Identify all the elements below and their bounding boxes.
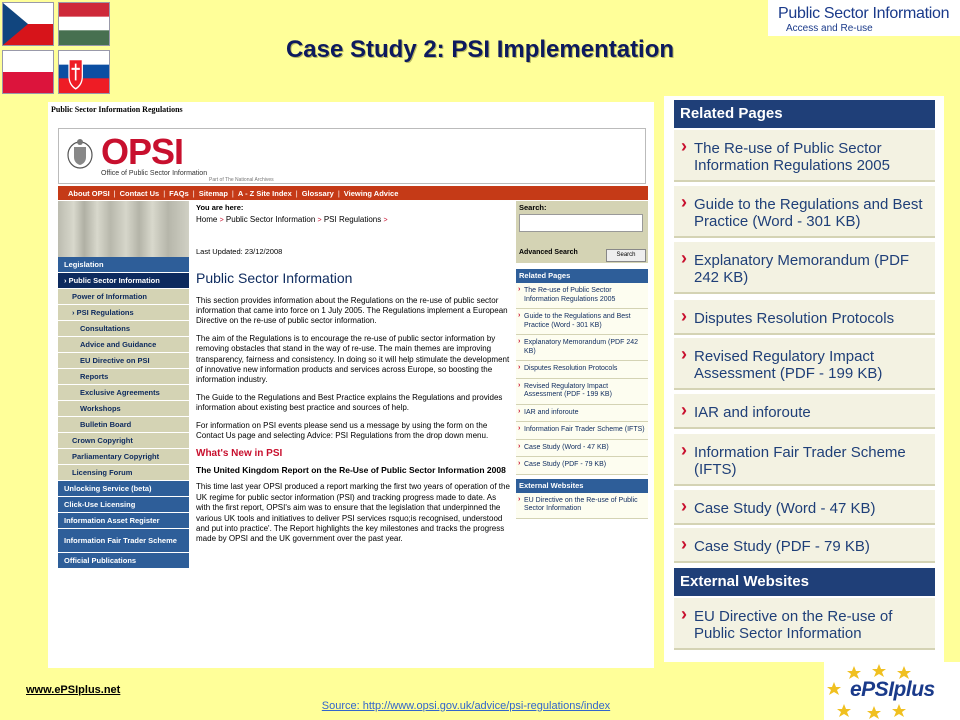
- zoom-related-page-link[interactable]: › Disputes Resolution Protocols: [674, 300, 935, 335]
- zoom-related-page-link[interactable]: › Case Study (PDF - 79 KB): [674, 528, 935, 563]
- sidebar-nav-item[interactable]: Consultations: [58, 321, 189, 337]
- whats-new-heading: What's New in PSI: [196, 447, 283, 459]
- main-content: [196, 203, 510, 552]
- zoom-related-page-link[interactable]: › Revised Regulatory Impact Assessment (PDF - 199 KB): [674, 338, 935, 390]
- nav-glossary[interactable]: Glossary: [301, 188, 334, 198]
- opsi-logo-text: OPSI: [101, 131, 184, 172]
- top-nav-bar: About OPSI | Contact Us | FAQs | Sitemap | A - Z Site Index | Glossary | Viewing Advice: [58, 186, 648, 200]
- related-page-link[interactable]: › Disputes Resolution Protocols: [516, 361, 648, 379]
- epsiplus-logo: [824, 662, 960, 720]
- breadcrumb-psi[interactable]: Public Sector Information: [225, 215, 316, 225]
- paragraph: The aim of the Regulations is to encourage the re-use of public sector information by removing obstacles that stand in the way of re-use. The main themes are improving transparency, fairness and consistency. In doing so it will help stimulate the development of innovative new information products and services across Europe, so boosting the information industry.: [196, 333, 510, 385]
- related-page-link[interactable]: › Revised Regulatory Impact Assessment (PDF - 199 KB): [516, 379, 648, 405]
- sidebar-nav-item[interactable]: Information Asset Register: [58, 513, 189, 529]
- zoom-external-header: External Websites: [674, 568, 935, 596]
- paragraph: This section provides information about the Regulations on the re-use of public sector information that came into force on 1 July 2005. The Regulations implement a European Directive on the re-use of public sector information.: [196, 295, 508, 326]
- sidebar-nav-item[interactable]: Legislation: [58, 257, 189, 273]
- page-top-title: Public Sector Information Regulations: [51, 105, 183, 114]
- slide-title: Case Study 2: PSI Implementation: [285, 36, 675, 63]
- zoom-related-page-link[interactable]: › Explanatory Memorandum (PDF 242 KB): [674, 242, 935, 294]
- zoom-related-page-link[interactable]: › IAR and inforoute: [674, 394, 935, 429]
- sidebar-nav-item[interactable]: Power of Information: [58, 289, 189, 305]
- paragraph: The Guide to the Regulations and Best Practice explains the Regulations and provides information about existing best practice and sources of help.: [196, 392, 503, 413]
- sidebar-nav-item[interactable]: Official Publications: [58, 553, 189, 569]
- related-page-link[interactable]: › IAR and inforoute: [516, 405, 648, 423]
- sidebar-nav-item[interactable]: › Public Sector Information: [58, 273, 189, 289]
- psi-logo: [768, 0, 960, 36]
- psi-logo-title: Public Sector Information: [778, 5, 950, 22]
- related-page-link[interactable]: › Explanatory Memorandum (PDF 242 KB): [516, 335, 648, 361]
- footer-website-link[interactable]: www.ePSIplus.net: [26, 684, 121, 696]
- left-sidebar: [58, 201, 189, 569]
- report-text: This time last year OPSI produced a report marking the first two years of operation of the UK regime for public sector information (PSI) and tracking progress made to date. As with the first report, OPSI's aim was to ensure that the legislation that underpinned the various UK tools and initiatives to deliver PSI services rsquo;is recognised, understood and put into practice'. The Report highlights the key milestones and tracks the progress made by OPSI and the UK government over the past year.: [196, 482, 510, 544]
- related-page-link[interactable]: › Guide to the Regulations and Best Practice (Word - 301 KB): [516, 309, 648, 335]
- you-are-here-label: You are here:: [196, 203, 244, 212]
- related-page-link[interactable]: › Information Fair Trader Scheme (IFTS): [516, 422, 648, 440]
- nav-sitemap[interactable]: Sitemap: [198, 188, 228, 198]
- zoom-external-website-link[interactable]: › EU Directive on the Re-use of Public Sector Information: [674, 598, 935, 650]
- paragraph: For information on PSI events please send us a message by using the form on the Contact Us page and selecting Advice: PSI Regulations from the drop down menu.: [196, 420, 489, 441]
- nav-contact[interactable]: Contact Us: [119, 188, 160, 198]
- sidebar-nav-item[interactable]: Information Fair Trader Scheme: [58, 529, 189, 553]
- nav-faqs[interactable]: FAQs: [169, 188, 189, 198]
- opsi-subtitle-2: Part of The National Archives: [209, 177, 274, 183]
- sidebar-nav-item[interactable]: Parliamentary Copyright: [58, 449, 189, 465]
- advanced-search-link[interactable]: Advanced Search: [519, 249, 578, 256]
- psi-logo-subtitle: Access and Re-use: [786, 23, 873, 34]
- building-photo: [58, 201, 189, 257]
- sidebar-nav-item[interactable]: Unlocking Service (beta): [58, 481, 189, 497]
- sidebar-nav-item[interactable]: › PSI Regulations: [58, 305, 189, 321]
- related-page-link[interactable]: › Case Study (PDF - 79 KB): [516, 457, 648, 475]
- search-button[interactable]: Search: [606, 249, 646, 262]
- page-title: Public Sector Information: [196, 270, 353, 287]
- sidebar-nav-item[interactable]: Crown Copyright: [58, 433, 189, 449]
- royal-crest-icon: [65, 137, 95, 171]
- external-websites-header: External Websites: [516, 479, 648, 493]
- epsiplus-logo-text: ePSIplus: [850, 678, 935, 701]
- sidebar-nav-item[interactable]: Workshops: [58, 401, 189, 417]
- zoomed-related-pages-panel: [664, 96, 944, 662]
- sidebar-nav-item[interactable]: Bulletin Board: [58, 417, 189, 433]
- zoom-related-page-link[interactable]: › Information Fair Trader Scheme (IFTS): [674, 434, 935, 486]
- zoom-related-page-link[interactable]: › Guide to the Regulations and Best Practice (Word - 301 KB): [674, 186, 935, 238]
- report-title[interactable]: The United Kingdom Report on the Re-Use of Public Sector Information 2008: [196, 464, 506, 475]
- sidebar-nav-item[interactable]: Advice and Guidance: [58, 337, 189, 353]
- zoom-related-header: Related Pages: [674, 100, 935, 128]
- sidebar-nav-item[interactable]: Exclusive Agreements: [58, 385, 189, 401]
- related-page-link[interactable]: › Case Study (Word - 47 KB): [516, 440, 648, 458]
- nav-az-index[interactable]: A - Z Site Index: [237, 188, 292, 198]
- zoom-related-page-link[interactable]: › Case Study (Word - 47 KB): [674, 490, 935, 525]
- right-sidebar: [516, 201, 648, 519]
- opsi-website-screenshot: [48, 102, 654, 668]
- related-pages-header: Related Pages: [516, 269, 648, 283]
- external-website-link[interactable]: › EU Directive on the Re-use of Public Sector Information: [516, 493, 648, 519]
- breadcrumb: Home > Public Sector Information > PSI Regulations >: [196, 215, 388, 225]
- opsi-subtitle: Office of Public Sector Information: [101, 170, 208, 177]
- sidebar-nav-item[interactable]: Click-Use Licensing: [58, 497, 189, 513]
- search-input[interactable]: [519, 214, 643, 232]
- search-box: [516, 201, 648, 263]
- nav-about[interactable]: About OPSI: [68, 188, 110, 198]
- search-label: Search:: [519, 203, 547, 212]
- nav-viewing-advice[interactable]: Viewing Advice: [343, 188, 399, 198]
- sidebar-nav-item[interactable]: EU Directive on PSI: [58, 353, 189, 369]
- zoom-related-page-link[interactable]: › The Re-use of Public Sector Information Regulations 2005: [674, 130, 935, 182]
- breadcrumb-home[interactable]: Home: [196, 215, 218, 225]
- opsi-header: [58, 128, 646, 184]
- sidebar-nav-item[interactable]: Reports: [58, 369, 189, 385]
- breadcrumb-regs[interactable]: PSI Regulations: [323, 215, 382, 225]
- sidebar-nav-item[interactable]: Licensing Forum: [58, 465, 189, 481]
- source-link[interactable]: Source: http://www.opsi.gov.uk/advice/psi-regulations/index: [321, 700, 611, 712]
- related-page-link[interactable]: › The Re-use of Public Sector Information Regulations 2005: [516, 283, 648, 309]
- last-updated: Last Updated: 23/12/2008: [196, 246, 283, 256]
